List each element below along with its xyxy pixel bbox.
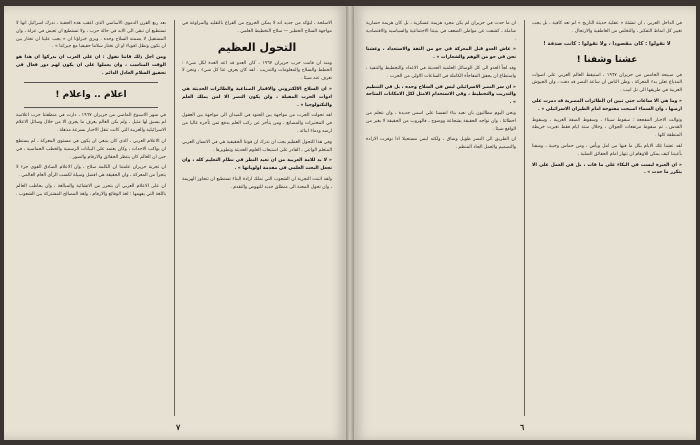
left-page-inner-column <box>182 20 332 418</box>
section-heading-we-lived: عشنا وشفنا ! <box>576 54 638 65</box>
bold-paragraph: « ان العبرة ليست في البكاء على ما فات ، بل في العمل على الا يتكرر ما حدث » . <box>532 162 682 176</box>
paragraph: في شهر الاسبوع الماضي من حزيران ١٩٦٧ ، دارت في منطقتنا حرب اعلامية لم يسبق لها مثيل ، ولم يكن العالم يعرف ما يجري الا من خلال وسائل الاعلام الاسرائيلية والغربية التي كانت تنقل الاخبار بسرعة مذهلة . <box>16 112 166 134</box>
banner-quote: لا تقولوا : كان مقصودا ، ولا تقولوا : كانت صدفة ! <box>543 40 671 47</box>
left-page-outer-column <box>16 20 166 418</box>
column-rule <box>174 20 175 416</box>
paragraph: ونحن اليوم مطالبون بان نعيد بناء انفسنا على اسس جديدة ، وان نتعلم من اخطائنا ، وان نواجه الحقيقة بشجاعة ووضوح ، فالهروب من الحقيقة لا يغير من الواقع شيئا . <box>366 110 516 132</box>
paragraph: وفي هذا التحول العظيم يجب ان ندرك ان قوتنا الحقيقية هي في الانسان العربي المتعلم الواعي ، القادر على استيعاب العلوم الحديثة وتطويرها . <box>182 139 332 153</box>
divider <box>24 82 158 83</box>
book-gutter <box>346 6 354 440</box>
divider <box>24 107 158 108</box>
paragraph: لقد تحولت الحرب من مواجهة بين الجنود في الميدان الى مواجهة بين العقول في المختبرات والمصانع ، ومن يتأخر عن ركب العلم يدفع ثمن تأخره غاليا من ارضه ودماء ابنائه . <box>182 113 332 134</box>
bold-paragraph: « ان السلاح الالكتروني والاقمار الصناعية والطائرات الحديثة هي ادوات الحرب المقبلة ، ولن يكون النصر الا لمن يملك العلم والتكنولوجيا » . <box>182 86 332 108</box>
page-six <box>354 6 696 440</box>
section-heading-media: اعلام .. واعلام ! <box>55 89 127 100</box>
bold-paragraph: ومن اجل ذلك فاننا نقول : ان على العرب ان يدركوا ان هذا هو الوقت المناسب ، وان يعملوا على ان يكون لهم دور فعال في تحقيق السلام العادل الدائم . <box>16 55 166 76</box>
bold-paragraph: « وما هي الا ساعات حتى تبين ان الطائرات المصرية قد دمرت على ارضها ، وان السماء اصبحت مفتوحة امام الطيران الاسرائيلي » . <box>532 98 682 112</box>
magazine-spread <box>4 6 696 440</box>
right-page-outer-column <box>532 20 682 418</box>
paragraph: وتوالت الاخبار المفجعة : سقوط سيناء ، وسقوط الضفة الغربية ، وسقوط القدس ، ثم سقوط مرتفعات الجولان ، وخلال ستة ايام فقط تغيرت خريطة المنطقة كلها . <box>532 117 682 139</box>
paragraph: ومنذ ان قامت حرب حزيران ١٩٦٧ ، كان العدو قد اعد العدة لكل شيء : الخطط والسلاح والمعلومات والتدريب . لقد كان يعرف عنا كل شيء ، ونحن لا نعرف عنه شيئا . <box>182 60 332 82</box>
bold-paragraph: « ان سر النصر الاسرائيلي ليس في السلاح وحده ، بل في التنظيم والتدريب والتخطيط ، وفي الاستخدام الامثل لكل الامكانات المتاحة » . <box>366 84 516 106</box>
paragraph: ان تجربة حزيران علمتنا ان الكلمة سلاح ، وان الاعلام الصادق القوي جزء لا يتجزأ من المعركة ، وان الحقيقة هي افضل وسيلة لكسب الرأي العام العالمي . <box>16 165 166 179</box>
page-number: ٦ <box>520 422 525 432</box>
page-seven <box>4 6 346 440</box>
paragraph: في صبيحة الخامس من حزيران ١٩٦٧ ، استيقظ العالم العربي على اصوات المذياع تعلن بدء المعركة ، وظن الناس ان ساعة النصر قد دقت ، وان الجيوش العربية في طريقها الى تل ابيب . <box>532 72 682 94</box>
right-page-inner-column <box>366 20 516 418</box>
paragraph: الاسلحة ، ليؤكد من جديد انه لا يمكن الخروج من الفراغ بالتقليد والمراوغة في مواجهة السلاح الخطير — سلاح التخطيط العلمي . <box>182 21 332 34</box>
paragraph: ان ما حدث في حزيران لم يكن مجرد هزيمة عسكرية ، بل كان هزيمة حضارية شاملة ، كشفت عن مواطن الضعف في بنيتنا الاجتماعية والسياسية والاقتصادية . <box>366 21 516 42</box>
paragraph: لقد عشنا تلك الايام بكل ما فيها من امل ويأس ، ومن حماس وخيبة ، وشفنا بأعيننا كيف يمكن للاوهام ان تنهار امام الحقائق الصلبة . <box>532 143 682 157</box>
paragraph: ان الطريق الى النصر طويل وشاق ، ولكنه ليس مستحيلا اذا توفرت الارادة والتصميم والعمل الجاد المنظم . <box>366 137 516 151</box>
bold-paragraph: « لا بد للامة العربية من ان تعيد النظر في نظام التعليم كله ، وان تجعل البحث العلمي في مقدمة اولوياتها » . <box>182 158 332 172</box>
paragraph: وقد لجأ العدو الى كل الوسائل العلمية الحديثة في الاعداد والتخطيط والتنفيذ ، واستطاع ان يحقق المفاجأة الكاملة في الساعات الاولى من الحرب . <box>366 65 516 79</box>
paragraph: في الداخل العربي ، ان تنشئة « عقلية حديثة التاريخ » لم تعد كافية ، بل يجب تغيير كل انماط التفكير ، والتخلص من العاطفية والارتجال . <box>532 21 682 34</box>
column-rule <box>524 20 525 416</box>
section-heading-great-shift: التحول العظيم <box>217 40 297 54</box>
page-number: ٧ <box>176 422 181 432</box>
paragraph: ان الاعلام العربي ، الذي كان ينبغي ان يكون في مستوى المعركة ، لم يستطع ان يواكب الاحداث ، وكان يعتمد على البيانات الرسمية والخطب الحماسية ، في حين ان العالم كان ينتظر الحقائق والارقام والصور . <box>16 138 166 160</box>
paragraph: ولقد اثبتت التجربة ان الشعوب التي تملك ارادة البناء تستطيع ان تتجاوز الهزيمة ، وان تحول المحنة الى منطلق جديد للنهوض والتقدم . <box>182 176 332 190</box>
paragraph: ان على الاعلام العربي ان يتحرر من الانشائية والمبالغة ، وان يخاطب العالم باللغة التي يفهمها : لغة الوقائع والارقام ، ولغة المصالح المشتركة بين الشعوب . <box>16 183 166 197</box>
bold-paragraph: « عاش العدو قبل المعركة في جو من الثقة والاستعداد ، وعشنا نحن في جو من الوهم والشعارات » . <box>366 47 516 61</box>
paragraph: بعد ربع القرن الدموي الأساسي الذي اعقب هذه الحقبة ، تدرك اسرائيل انها لا تستطيع ان تبقى الى الابد في حالة حرب ، ولا تستطيع ان تعيش في عزلة ، وان المستقبل لا يضمنه السلاح وحده . ويرى خبراؤنا ان « يجب علينا ان نختار بين ان نكون ونظل اقوياء او ان نختار سلاما حقيقيا مع جيراننا » . <box>16 21 166 50</box>
